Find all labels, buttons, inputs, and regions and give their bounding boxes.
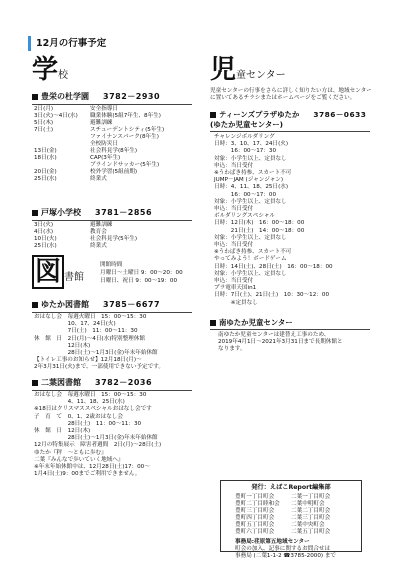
table-cell: 7日(土) xyxy=(34,127,54,133)
text-line: 二葉『みんなで歩いていく地域へ』 xyxy=(34,456,124,463)
text-line: JUMP－JAM (ジャンジャン) xyxy=(214,177,284,184)
school-sec2-name: 戸塚小学校 xyxy=(41,208,81,217)
text-line: 日時：7日(土)、21日(土) 10：30～12：00 xyxy=(214,292,330,299)
school-sec2-header xyxy=(32,208,152,218)
publisher-office-2: 町会の加入、記事に関するお問合せは xyxy=(235,546,331,553)
publisher-title: 発行：えばこReport編集部 xyxy=(251,484,331,491)
library-heading xyxy=(32,258,84,286)
table-cell xyxy=(34,134,90,141)
library-hours-line1: 月曜日～土曜日 9：00～20：00 xyxy=(100,270,183,276)
table-cell: 20日(金) xyxy=(34,169,57,175)
publisher-office-3: 事務局 (二葉1-1-2 ☎3785-2000) まで xyxy=(235,553,337,560)
children-sec1-phone: 3786－0633 xyxy=(313,110,367,119)
table-cell: 教育会 xyxy=(90,229,107,235)
school-big-char: 学 xyxy=(32,55,59,85)
text-line: なります。 xyxy=(218,346,246,353)
table-cell: 13日(金) xyxy=(34,148,57,154)
text-line: 28日(土)～1月3日(金)年末年始休館 xyxy=(34,350,158,357)
text-line: 10、17、24日(火) xyxy=(34,321,116,328)
table-row xyxy=(34,176,190,183)
table-cell: 豊町六丁目町会 xyxy=(235,529,275,535)
table-cell: 終業式 xyxy=(90,243,107,249)
table-row xyxy=(34,127,190,134)
table-row xyxy=(34,148,190,155)
text-line: 4、11、18、25日(水) xyxy=(34,399,125,406)
text-line: 7日(土) 11：00～11：30 xyxy=(34,328,138,335)
table-row xyxy=(34,229,190,236)
publisher-office-1: 事務局:荏原第五地域センター xyxy=(235,539,310,545)
text-line: 申込：当日受付 xyxy=(214,162,254,169)
table-cell: 豊町三丁目町会 xyxy=(235,508,275,514)
school-sec1-phone: 3782－2930 xyxy=(103,92,161,101)
text-line: 16：00～17：30 xyxy=(214,148,277,155)
text-line: 対象：小学生以上、定員なし xyxy=(214,270,287,277)
table-cell: 二葉一丁目町会 xyxy=(291,494,331,500)
table-row xyxy=(34,120,190,127)
table-cell: 校外学習(5組前期) xyxy=(90,169,138,175)
school-small-char: 校 xyxy=(58,70,69,81)
text-line: ボルダリングスペシャル xyxy=(214,213,276,220)
text-line: チャレンジボルダリング xyxy=(214,134,275,140)
table-cell: 10日(火) xyxy=(34,236,57,242)
table-cell: 3日(火)～4日(水) xyxy=(34,113,78,119)
table-cell: 二葉中央町会 xyxy=(291,522,325,528)
square-bullet-icon xyxy=(210,320,216,326)
text-line: 日時：12日(木) 16：00～18：00 xyxy=(214,220,305,227)
text-line: 2年3月31日(火)まで、一部使用できない予定です。 xyxy=(34,364,164,371)
divider xyxy=(32,312,192,313)
library-small-char: 書館 xyxy=(64,272,85,283)
publisher-table xyxy=(235,494,347,536)
table-row xyxy=(34,113,190,120)
children-small-char: 童センター xyxy=(236,70,286,81)
table-cell xyxy=(34,141,90,148)
table-cell: 全校防災日 xyxy=(90,141,118,147)
text-line: 申込：当日受付 xyxy=(214,242,254,249)
text-line: 16：00～17：00 xyxy=(214,191,277,198)
children-heading xyxy=(210,56,286,84)
table-cell: 避難訓練 xyxy=(90,120,113,126)
library-sec1-header xyxy=(32,300,160,310)
table-cell: 二葉三丁目町会 xyxy=(291,515,331,521)
text-line: 2019年4月1日～2021年3月31日まで長期休館と xyxy=(218,339,343,346)
children-sec1-sub: (ゆたか児童センター) xyxy=(210,120,283,129)
divider xyxy=(210,329,370,330)
text-line: ※定員なし xyxy=(214,299,258,306)
table-row xyxy=(34,134,190,141)
divider xyxy=(210,131,370,132)
table-cell: 職業体験(5組7年生、8年生) xyxy=(90,113,161,119)
table-cell: 社会科見学(8年生) xyxy=(90,148,138,154)
text-line: 12日(木) xyxy=(34,342,91,349)
table-row xyxy=(235,501,347,508)
table-row xyxy=(235,529,347,536)
table-cell: 社会科見学(5年生) xyxy=(90,236,138,242)
children-intro-line2: に置いてあるチラシまたはホームページをご覧ください。 xyxy=(210,95,356,101)
square-bullet-icon xyxy=(32,380,38,386)
table-cell: 二葉中明町会 xyxy=(291,501,325,507)
square-bullet-icon xyxy=(32,210,38,216)
text-line: ※年末年始休館中は、12月28日(土)17：00～ xyxy=(34,464,150,471)
text-line: 対象：小学生以上、定員なし xyxy=(214,155,287,162)
school-sec2-table xyxy=(34,222,190,250)
text-line: やってみよう！ボードゲーム xyxy=(214,256,287,263)
table-cell: 18日(水) xyxy=(34,155,57,161)
text-line: ※うわばき持参、スカート不可 xyxy=(214,170,292,177)
table-cell: ブラインドサッカー(5年生) xyxy=(90,162,160,168)
divider xyxy=(32,104,192,105)
text-line: 子 育 て 0、1、2歳おはなし会 xyxy=(34,413,123,420)
publisher-box xyxy=(220,480,362,560)
table-cell: 豊町一丁目町会 xyxy=(235,494,275,500)
library-sec2-phone: 3782－2036 xyxy=(95,378,153,387)
text-line: 21日(土) 14：00～18：00 xyxy=(214,227,305,234)
library-big-char: 図 xyxy=(32,255,64,289)
text-line: 対象：小学生以上、定員なし xyxy=(214,234,287,241)
table-cell: 安全指導日 xyxy=(90,106,118,112)
divider xyxy=(32,390,192,391)
library-hours-label: 開館時間 xyxy=(100,262,123,268)
table-cell xyxy=(34,162,90,169)
text-line: 日時：4、11、18、25日(水) xyxy=(214,184,289,191)
table-cell: 二葉五丁目町会 xyxy=(291,529,331,535)
text-line: 28日(土) 11：00～11：30 xyxy=(34,420,142,427)
text-line: 【トイレ工事のお知らせ】12月18日(月)～ xyxy=(34,357,142,364)
text-line: 申込：当日受付 xyxy=(214,278,254,285)
divider xyxy=(32,220,192,221)
children-big-char: 児 xyxy=(210,55,237,85)
children-sec1-header xyxy=(210,110,366,120)
table-cell: 豊町二丁目睦和会 xyxy=(235,501,280,507)
table-row xyxy=(34,222,190,229)
table-cell: 25日(水) xyxy=(34,176,57,182)
table-cell: 豊町五丁目町会 xyxy=(235,522,275,528)
children-intro-line1: 児童センターの行事をさらに詳しく知りたい方は、地域センター xyxy=(210,88,372,94)
text-line: 対象：小学生以上、定員なし xyxy=(214,198,287,205)
table-cell: 3日(火) xyxy=(34,222,54,228)
school-heading xyxy=(32,56,68,84)
text-line: 28日(土)～1月3日(金)年末年始休館 xyxy=(34,435,158,442)
table-row xyxy=(34,141,190,148)
table-row xyxy=(34,162,190,169)
table-cell: 2日(月) xyxy=(34,106,54,112)
library-sec2-header xyxy=(32,378,152,388)
text-line: 南ゆたか児童センターは建替え工事のため、 xyxy=(218,332,330,338)
page-title: 12月の行事予定 xyxy=(28,36,206,51)
school-sec1-table xyxy=(34,106,190,183)
table-row xyxy=(34,169,190,176)
table-row xyxy=(34,155,190,162)
text-line: 日時：3、10、17、24日(火) xyxy=(214,141,289,148)
library-sec2-lines xyxy=(34,392,161,478)
text-line: プラ電車天国in1 xyxy=(214,285,257,292)
table-row xyxy=(235,494,347,501)
text-line: ※18日はクリスマススペシャルおはなし会です xyxy=(34,406,152,413)
table-cell: 5日(木) xyxy=(34,120,54,126)
square-bullet-icon xyxy=(32,302,38,308)
text-line: 休 館 日 12日(木) xyxy=(34,428,91,435)
library-hours-line2: 日曜日、祝日 9：00～19：00 xyxy=(100,278,178,284)
text-line: 日時：14日(土)、28日(土) 16：00～18：00 xyxy=(214,263,333,270)
table-row xyxy=(235,522,347,529)
library-sec1-name: ゆたか図書館 xyxy=(41,300,89,309)
table-row xyxy=(235,508,347,515)
text-line: ゆたか『秤 ～ともに歩む』 xyxy=(34,449,107,456)
text-line: おはなし会 毎週水曜日 15：00～15：30 xyxy=(34,392,147,398)
text-line: 1月4日(土)9：00までご利用できません。 xyxy=(34,471,141,478)
school-sec2-phone: 3781－2856 xyxy=(95,208,153,217)
text-line: ※うわばき持参、スカート不可 xyxy=(214,249,292,256)
square-bullet-icon xyxy=(32,94,38,100)
table-cell: 終業式 xyxy=(90,176,107,182)
table-cell: 4日(水) xyxy=(34,229,54,235)
table-row xyxy=(34,236,190,243)
library-sec1-lines xyxy=(34,314,164,372)
library-sec2-name: 二葉図書館 xyxy=(41,378,81,387)
text-line: おはなし会 毎週火曜日 15：00～15：30 xyxy=(34,314,147,320)
text-line: 申込：当日受付 xyxy=(214,206,254,213)
text-line: 休 館 日 2日(月)～4日(水)特別整理休館 xyxy=(34,335,145,342)
table-cell: 避難訓練 xyxy=(90,222,113,228)
children-sec1-name: ティーンズプラザゆたか xyxy=(219,110,300,119)
table-cell: 二葉二丁目町会 xyxy=(291,508,331,514)
children-sec2-name: 南ゆたか児童センター xyxy=(219,318,293,327)
table-cell: 25日(水) xyxy=(34,243,57,249)
table-row xyxy=(235,515,347,522)
children-sec2-header xyxy=(210,318,293,328)
school-sec1-header xyxy=(32,92,160,102)
table-cell: スチューデントシティ(5年生) xyxy=(90,127,165,133)
table-row xyxy=(34,243,190,250)
table-cell: ファイナンスパーク(8年生) xyxy=(90,134,159,140)
children-sec1-lines xyxy=(214,134,333,307)
square-bullet-icon xyxy=(210,112,216,118)
table-cell: CAP(3年生) xyxy=(90,155,121,161)
table-cell: 豊町四丁目町会 xyxy=(235,515,275,521)
text-line: 12月の特集展示 障害者週間 2日(月)～28日(土) xyxy=(34,442,162,449)
school-sec1-name: 豊栄の杜学園 xyxy=(41,92,89,101)
children-sec2-lines xyxy=(218,332,343,354)
table-row xyxy=(34,106,190,113)
library-sec1-phone: 3785－6677 xyxy=(103,300,161,309)
